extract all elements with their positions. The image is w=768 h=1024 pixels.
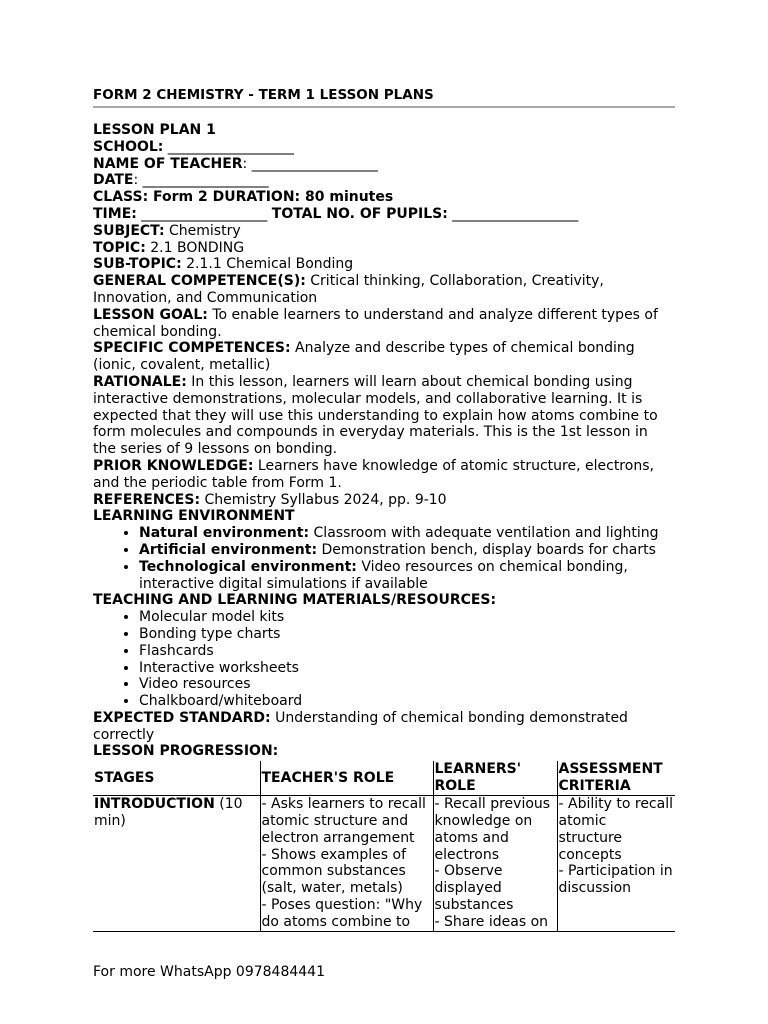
env-item-value: Classroom with adequate ventilation and lighting — [309, 525, 659, 542]
lesson-plan-number: LESSON PLAN 1 — [93, 122, 216, 138]
time-value: __________________ — [136, 205, 272, 222]
list-item: • Bonding type charts — [139, 626, 675, 643]
specific-competences-field — [93, 340, 675, 374]
learners-role-line: - Share ideas on — [434, 913, 549, 930]
prior-knowledge-label: PRIOR KNOWLEDGE: — [93, 457, 254, 474]
stage-cell — [93, 796, 260, 931]
learning-environment-heading: LEARNING ENVIRONMENT — [93, 508, 295, 525]
assessment-cell — [557, 796, 675, 931]
lesson-goal-value: To enable learners to understand and analyze different types of chemical bonding. — [93, 306, 658, 340]
assessment-line: - Participation in discussion — [558, 863, 673, 897]
column-header-teachers-role: TEACHER'S ROLE — [260, 761, 433, 796]
general-competence-label: GENERAL COMPETENCE(S): — [93, 273, 306, 290]
topic-value: 2.1 BONDING — [145, 239, 245, 256]
env-item-label: Technological environment: — [139, 558, 357, 575]
lesson-progression-heading: LESSON PROGRESSION: — [93, 743, 279, 760]
pupils-value: __________________ — [447, 205, 579, 222]
list-item — [139, 542, 675, 559]
class-duration-line: CLASS: Form 2 DURATION: 80 minutes — [93, 189, 394, 206]
prior-knowledge-field — [93, 458, 675, 492]
env-item-value: Video resources on chemical bonding, interactive digital simulations if available — [139, 558, 628, 592]
teacher-role-line: - Poses question: "Why do atoms combine to — [261, 897, 423, 930]
list-item: • Chalkboard/whiteboard — [139, 693, 675, 710]
stage-time: (10 min) — [94, 796, 243, 830]
references-value: Chemistry Syllabus 2024, pp. 9-10 — [200, 491, 447, 508]
rationale-label: RATIONALE: — [93, 373, 187, 390]
expected-standard-value: Understanding of chemical bonding demonstrated correctly — [93, 709, 628, 743]
list-item: • Flashcards — [139, 643, 675, 660]
references-label: REFERENCES: — [93, 491, 201, 508]
expected-standard-field — [93, 710, 675, 744]
date-label: DATE — [93, 172, 134, 189]
general-competence-value: Critical thinking, Collaboration, Creativity, Innovation, and Communication — [93, 273, 604, 306]
env-item-label: Artificial environment: — [139, 541, 318, 558]
teacher-role-line: - Shows examples of common substances (salt, water, metals) — [261, 846, 407, 897]
subject-label: SUBJECT: — [93, 222, 165, 239]
subtopic-field — [93, 256, 675, 273]
rationale-field — [93, 374, 675, 458]
time-label: TIME: — [93, 205, 137, 222]
table-header-row — [93, 761, 675, 796]
stage-label: INTRODUCTION — [94, 796, 215, 813]
topic-label: TOPIC: — [93, 239, 146, 256]
date-field — [93, 172, 675, 189]
list-item — [139, 525, 675, 542]
env-item-label: Natural environment: — [139, 525, 310, 542]
time-pupils-field — [93, 206, 675, 223]
teacher-label: NAME OF TEACHER — [93, 155, 243, 172]
column-header-learners-role: LEARNERS' ROLE — [433, 761, 557, 796]
column-header-stages: STAGES — [93, 761, 260, 796]
topic-field — [93, 240, 675, 257]
school-value: __________________ — [163, 138, 294, 155]
materials-heading: TEACHING AND LEARNING MATERIALS/RESOURCES: — [93, 592, 497, 609]
subject-value: Chemistry — [164, 222, 241, 239]
expected-standard-label: EXPECTED STANDARD: — [93, 709, 271, 726]
teacher-role-cell — [260, 796, 433, 931]
subject-field — [93, 223, 675, 240]
rationale-value: In this lesson, learners will learn about chemical bonding using interactive demonstrations, molecular models, and collaborative learning. It is expected that they will use this understanding to explain how atoms combine to form molecules and compounds in everyday materials. This is the 1st lesson in the series of 9 lessons on bonding. — [93, 373, 658, 458]
footer-contact: For more WhatsApp 0978484441 — [93, 964, 325, 980]
table-row — [93, 796, 675, 931]
specific-competences-value: Analyze and describe types of chemical bonding (ionic, covalent, metallic) — [93, 340, 635, 374]
env-item-value: Demonstration bench, display boards for charts — [317, 541, 656, 558]
subtopic-label: SUB-TOPIC: — [93, 256, 182, 273]
list-item: • Video resources — [139, 676, 675, 693]
teacher-value: : __________________ — [242, 155, 378, 172]
general-competence-field — [93, 273, 675, 307]
teacher-role-line: - Asks learners to recall atomic structure and electron arrangement — [261, 796, 426, 846]
learners-role-cell — [433, 796, 557, 931]
teacher-field — [93, 156, 675, 173]
pupils-label: TOTAL NO. OF PUPILS: — [271, 205, 448, 222]
lesson-progression-table — [93, 761, 675, 931]
lesson-goal-field — [93, 307, 675, 341]
school-field — [93, 139, 675, 156]
list-item: • Interactive worksheets — [139, 660, 675, 677]
document-title: FORM 2 CHEMISTRY - TERM 1 LESSON PLANS — [93, 86, 675, 108]
column-header-assessment: ASSESSMENT CRITERIA — [557, 761, 675, 796]
list-item — [139, 559, 675, 593]
assessment-line: - Ability to recall atomic structure concepts — [558, 796, 673, 863]
prior-knowledge-value: Learners have knowledge of atomic structure, electrons, and the periodic table from Form 1. — [93, 457, 654, 491]
specific-competences-label: SPECIFIC COMPETENCES: — [93, 340, 291, 357]
date-value: : __________________ — [133, 172, 269, 189]
lesson-plan-page — [93, 86, 675, 932]
learning-environment-list — [93, 525, 675, 592]
school-label: SCHOOL: — [93, 138, 164, 155]
subtopic-value: 2.1.1 Chemical Bonding — [181, 256, 354, 273]
references-field — [93, 492, 675, 509]
learners-role-line: - Recall previous knowledge on atoms and electrons — [434, 796, 551, 863]
list-item: • Molecular model kits — [139, 609, 675, 626]
learners-role-line: - Observe displayed substances — [434, 863, 514, 914]
materials-list — [93, 609, 675, 710]
lesson-goal-label: LESSON GOAL: — [93, 306, 208, 323]
